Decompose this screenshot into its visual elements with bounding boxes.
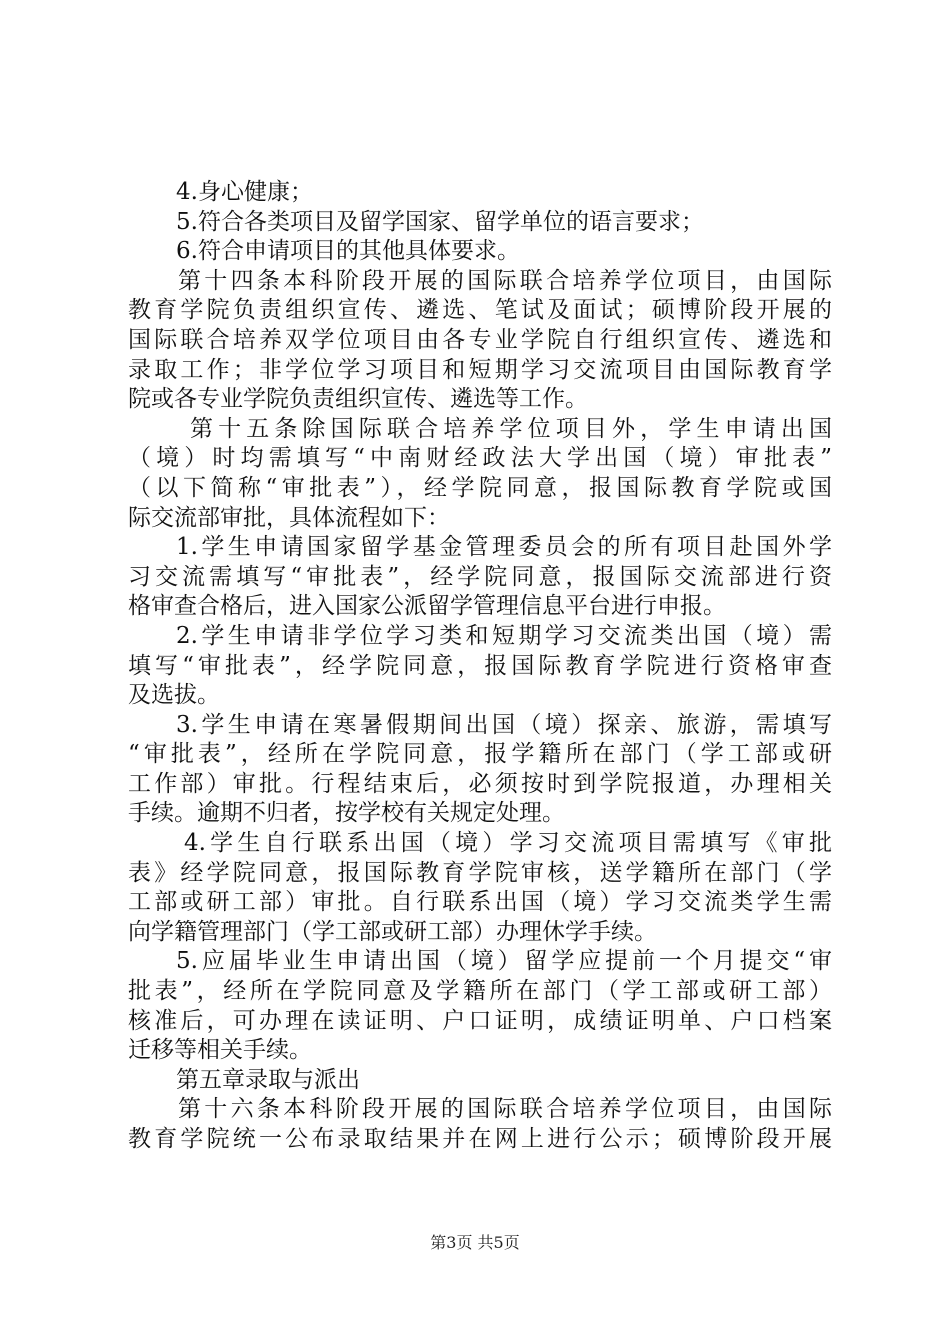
text-line: （以下简称“审批表”），经学院同意，报国际教育学院或国 bbox=[128, 474, 832, 501]
text-line: 工作部）审批。行程结束后，必须按时到学院报道，办理相关 bbox=[128, 770, 832, 797]
text-line: 4.身心健康； bbox=[176, 179, 313, 205]
text-line: 教育学院统一公布录取结果并在网上进行公示；硕博阶段开展 bbox=[128, 1126, 832, 1152]
text-line: 国际联合培养双学位项目由各专业学院自行组织宣传、遴选和 bbox=[128, 326, 832, 353]
article-15-heading-line: 第十五条除国际联合培养学位项目外，学生申请出国 bbox=[190, 415, 832, 442]
text-line: 及选拔。 bbox=[128, 682, 220, 709]
text-line: 际交流部审批，具体流程如下： bbox=[128, 504, 450, 531]
text-line: 习交流需填写“审批表”，经学院同意，报国际交流部进行资 bbox=[128, 563, 832, 590]
text-line: 格审查合格后，进入国家公派留学管理信息平台进行申报。 bbox=[128, 593, 726, 620]
list-item-4-line: 4.学生自行联系出国（境）学习交流项目需填写《审批 bbox=[184, 830, 832, 857]
list-item-1-line: 1.学生申请国家留学基金管理委员会的所有项目赴国外学 bbox=[176, 534, 832, 561]
list-item-2-line: 2.学生申请非学位学习类和短期学习交流类出国（境）需 bbox=[176, 622, 832, 649]
text-line: （境）时均需填写“中南财经政法大学出国（境）审批表” bbox=[128, 445, 832, 472]
text-line: “审批表”，经所在学院同意，报学籍所在部门（学工部或研 bbox=[128, 741, 832, 768]
page-footer: 第3页 共5页 bbox=[430, 1233, 520, 1252]
text-line: 5.符合各类项目及留学国家、留学单位的语言要求； bbox=[176, 208, 704, 235]
document-body bbox=[128, 178, 832, 1155]
text-line: 院或各专业学院负责组织宣传、遴选等工作。 bbox=[128, 386, 588, 413]
chapter-5-heading: 第五章录取与派出 bbox=[176, 1066, 360, 1093]
text-line: 工部或研工部）审批。自行联系出国（境）学习交流类学生需 bbox=[128, 889, 832, 916]
list-item-5-line: 5.应届毕业生申请出国（境）留学应提前一个月提交“审 bbox=[176, 948, 832, 975]
text-line: 手续。逾期不归者，按学校有关规定处理。 bbox=[128, 800, 565, 827]
text-line: 填写“审批表”，经学院同意，报国际教育学院进行资格审查 bbox=[128, 652, 832, 679]
article-16-heading-line: 第十六条本科阶段开展的国际联合培养学位项目，由国际 bbox=[178, 1096, 832, 1123]
text-line: 录取工作；非学位学习项目和短期学习交流项目由国际教育学 bbox=[128, 356, 832, 383]
text-line: 迁移等相关手续。 bbox=[128, 1037, 312, 1064]
text-line: 批表”，经所在学院同意及学籍所在部门（学工部或研工部） bbox=[128, 978, 832, 1005]
article-14-heading-line: 第十四条本科阶段开展的国际联合培养学位项目，由国际 bbox=[178, 267, 832, 294]
text-line: 6.符合申请项目的其他具体要求。 bbox=[176, 238, 520, 265]
text-line: 向学籍管理部门（学工部或研工部）办理休学手续。 bbox=[128, 918, 657, 945]
text-line: 核准后，可办理在读证明、户口证明，成绩证明单、户口档案 bbox=[128, 1007, 832, 1034]
list-item-3-line: 3.学生申请在寒暑假期间出国（境）探亲、旅游，需填写 bbox=[176, 711, 832, 738]
text-line: 教育学院负责组织宣传、遴选、笔试及面试；硕博阶段开展的 bbox=[128, 297, 832, 324]
text-line: 表》经学院同意，报国际教育学院审核，送学籍所在部门（学 bbox=[128, 859, 832, 886]
